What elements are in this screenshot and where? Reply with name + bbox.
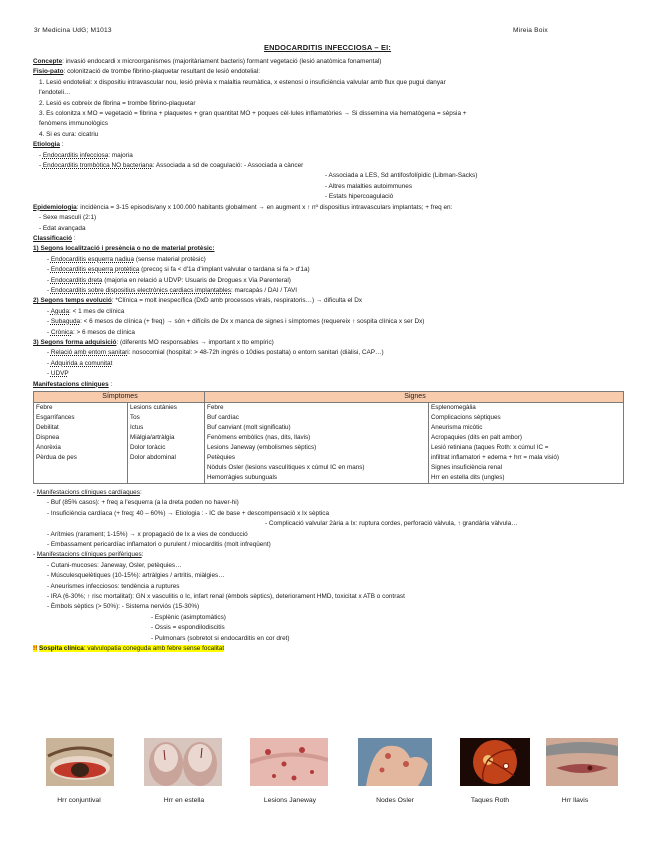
photo-caption: Taques Roth	[470, 797, 510, 804]
clinical-photos	[40, 738, 620, 788]
class-group-3-title: 3) Segons forma adquisició	[33, 338, 117, 346]
class-item-label: Crònica	[50, 328, 73, 336]
sospita-text: : valvulopatia coneguda amb febre sense focalitat	[83, 645, 225, 653]
concepte-text: : invasió endocardi x microorganismes (majoritàriament bacteris) formant vegetació (lesió anatòmica fonamental)	[62, 58, 382, 65]
class-item-text: : < 6 mesos de clínica (+ freq) → són + difícils de Dx x manca de signes i símptomes (requereix ↑ sospita clínica x ser Dx)	[80, 318, 425, 326]
class-item: - Endocarditis sobre dispositius electrònics cardiacs implantables: marcapàs / DAI / TAVI	[47, 286, 298, 294]
class-item-label: Adquirida a comunitat	[50, 359, 113, 367]
table-cell: Hrr en estella dits (ungles)	[429, 473, 624, 484]
table-cell: infiltrat inflamatori + edema + hrr = mala visió)	[429, 453, 624, 463]
classificacio-heading: Classificació :	[33, 234, 76, 242]
table-cell: Miàlgia/artràlgia	[128, 433, 205, 443]
table-cell: Lesions cutànies	[128, 403, 205, 414]
epidemiologia-item: - Edat avançada	[39, 224, 86, 232]
page-title: ENDOCARDITIS INFECCIOSA – EI:	[263, 43, 392, 52]
table-cell: Buf canviant (molt significatiu)	[205, 423, 429, 433]
embols-item: - Ossis = espondilodiscitis	[151, 624, 225, 632]
table-cell: Febre	[205, 403, 429, 414]
class-item-text: (sense material protèsic)	[134, 255, 206, 263]
table-cell: Esgarrifances	[34, 413, 128, 423]
class-group-1-title: 1) Segons localització i presència o no de material protèsic:	[33, 245, 215, 253]
table-cell: Complicacions sèptiques	[429, 413, 624, 423]
table-row	[34, 443, 624, 453]
manifestacions-label: Manifestacions clíniques	[33, 380, 109, 388]
class-item-label: Endocarditis dreta	[50, 276, 103, 284]
table-cell: Ictus	[128, 423, 205, 433]
photo-caption: Hrr en estella	[163, 797, 205, 804]
class-item-label: Endocarditis sobre dispositius electrònics cardiacs implantables	[50, 286, 231, 294]
cardiaques-item: - Insuficiència cardíaca (+ freq; 40 – 60%) → Etiologia : - IC de base + descompensació x Ix sèptica	[47, 509, 330, 517]
table-header-row	[34, 392, 624, 403]
class-item-text: (precoç si fa < d'1a d'implant valvular o tardana si fa > d'1a)	[139, 266, 310, 274]
fisiopato-line	[33, 67, 625, 77]
photo-lip-hemorrhage	[546, 738, 618, 786]
concepte-line	[33, 57, 625, 67]
table-cell: Buf cardíac	[205, 413, 429, 423]
class-item-label: Subaguda	[50, 318, 81, 326]
class-item: - UDVP	[47, 370, 69, 378]
epidemiologia-label: Epidemiologia	[33, 203, 77, 211]
periferiques-item: - Músculesquelètiques (10-15%): artràlgies / artritis, miàlgies…	[47, 572, 225, 580]
photo-osler-nodes	[358, 738, 432, 786]
sospita-label: Sospita clínica	[39, 645, 84, 653]
table-cell	[128, 473, 205, 484]
table-cell: Dolor toràcic	[128, 443, 205, 453]
header-left: 3r Medicina UdG; M1013	[34, 27, 112, 34]
table-cell: Debilitat	[34, 423, 128, 433]
etiologia-item-text: : Associada a sd de coagulació: - Associada a càncer	[152, 162, 304, 170]
class-item: - Adquirida a comunitat	[47, 359, 113, 367]
periferiques-item: - Cutani-mucoses: Janeway, Osler, petèquies…	[47, 561, 182, 569]
etiologia-item-label: Endocarditis trombòtica NO bacteriana	[42, 162, 153, 170]
cardiaques-item: - Buf (85% casos): + freq a l'esquerra (a la dreta poden no haver-hi)	[47, 499, 239, 507]
class-item-label: UDVP	[50, 370, 69, 378]
class-item: - Relació amb entorn sanitari: nosocomial (hospital: > 48-72h ingrés o 10dies postalta) o entorn sanitari (diàlisi, CAP…)	[47, 349, 384, 357]
class-item-label: Relació amb entorn sanitari	[50, 349, 129, 357]
table-cell: Fenòmens embòlics (nas, dits, llavis)	[205, 433, 429, 443]
table-cell	[128, 463, 205, 473]
symptoms-signs-table	[33, 391, 624, 484]
table-header-symptoms: Símptomes	[34, 392, 205, 403]
etiologia-item: - Endocarditis trombòtica NO bacteriana: Associada a sd de coagulació: - Associada a càncer	[39, 162, 304, 170]
table-row	[34, 433, 624, 443]
concepte-label: Concepte	[33, 58, 63, 65]
cardiaques-item: - Complicació valvular 2ària a Ix: ruptura cordes, perforació vàlvula, ↑ grandària vàlvula…	[265, 520, 518, 528]
fisiopato-item: 3. Es colonitza x MO = vegetació = fibrina + plaquetes + gran quantitat MO + poques cèl·lules inflamatòries → Si dissemina via hematògena = sèpsia +	[39, 110, 467, 118]
class-item: - Crònica: > 6 mesos de clínica	[47, 328, 135, 336]
etiologia-item: - Endocarditis infecciosa: majoria	[39, 151, 133, 159]
class-item: - Subaguda: < 6 mesos de clínica (+ freq) → són + difícils de Dx x manca de signes i símptomes (requereix ↑ sospita clínica x ser Dx)	[47, 318, 425, 326]
table-cell: Hemorràgies subunguals	[205, 473, 429, 484]
sospita-line	[33, 644, 625, 654]
class-item-label: Endocarditis esquerra protètica	[50, 266, 140, 274]
document-body	[33, 57, 625, 655]
table-cell: Nòduls Osler (lesions vasculítiques x cúmul IC en mans)	[205, 463, 429, 473]
class-item-label: Endocarditis esquerra nadiua	[50, 255, 135, 263]
fisiopato-text: : colonització de trombe fibrino-plaquetar resultant de lesió endotelial:	[63, 68, 260, 76]
table-cell: Anorèxia	[34, 443, 128, 453]
class-group-3	[33, 338, 625, 348]
table-cell: Acropaquies (dits en palt ambor)	[429, 433, 624, 443]
periferiques-item: - IRA (6-30%; ↑ risc mortalitat): GN x vasculitis o Ic, infart renal (èmbols sèptics), deteriorament HMD, toxicitat x ATB o contrast	[47, 593, 405, 601]
photo-roth-spots	[460, 738, 530, 786]
table-cell: Esplenomegàlia	[429, 403, 624, 414]
class-item: - Endocarditis dreta (majoria en relació a UDVP: Usuaris de Drogues x Via Parenteral)	[47, 276, 291, 284]
class-group-2	[33, 296, 625, 306]
class-item: - Endocarditis esquerra nadiua (sense material protèsic)	[47, 255, 206, 263]
fisiopato-item: 2. Lesió es cobreix de fibrina = trombe fibrino-plaquetar	[39, 99, 196, 107]
classificacio-label: Classificació	[33, 234, 73, 242]
table-cell: Aneurisma micòtic	[429, 423, 624, 433]
epidemiologia-item: - Sexe masculí (2:1)	[39, 214, 97, 222]
etiologia-sub: - Estats hipercoagulació	[325, 193, 394, 201]
photo-janeway-lesions	[250, 738, 328, 786]
table-row	[34, 423, 624, 433]
table-cell: Signes insuficiència renal	[429, 463, 624, 473]
photo-caption: Lesions Janeway	[263, 797, 317, 804]
table-cell: Dolor abdominal	[128, 453, 205, 463]
periferiques-heading: - Manifestacions clíniques perifèriques:	[33, 551, 144, 559]
table-row	[34, 453, 624, 463]
table-row	[34, 413, 624, 423]
table-cell: Febre	[34, 403, 128, 414]
class-item-text: (majoria en relació a UDVP: Usuaris de Drogues x Via Parenteral)	[102, 276, 291, 284]
class-group-2-title: 2) Segons temps evolució	[33, 297, 112, 305]
alert-icon: !!	[33, 645, 38, 653]
periferiques-label: Manifestacions clíniques perifèriques	[36, 551, 142, 559]
etiologia-item-label: Endocarditis infecciosa	[42, 151, 109, 159]
class-item-text: : marcapàs / DAI / TAVI	[231, 286, 298, 294]
epidemiologia-text: : incidència = 3-15 episodis/any x 100.000 habitants globalment → en augment x ↑ nº dispositius intravasculars implantats; + freq en:	[76, 203, 453, 211]
class-group-3-text: : (diferents MO responsables → important x tto empíric)	[116, 338, 274, 346]
table-cell: Lesions Janeway (embolismes sèptics)	[205, 443, 429, 453]
etiologia-sub: - Associada a LES, Sd antifosfolípidic (Libman-Sacks)	[325, 172, 478, 180]
manifestacions-heading: Manifestacions clíniques :	[33, 380, 113, 388]
photo-splinter-hemorrhage	[144, 738, 222, 786]
etiologia-heading: Etiologia :	[33, 141, 64, 149]
photo-caption: Hrr conjuntival	[57, 797, 101, 804]
photo-caption: Nodes Osler	[376, 797, 414, 804]
table-row	[34, 473, 624, 484]
class-item-text: : < 1 mes de clínica	[69, 307, 125, 315]
etiologia-item-text: : majoria	[108, 151, 133, 159]
fisiopato-item: 4. Si es cura: cicatriu	[39, 130, 99, 138]
epidemiologia-line	[33, 203, 625, 213]
embols-item: - Pulmonars (sobretot si endocarditis en cor dret)	[151, 634, 290, 642]
etiologia-label: Etiologia	[33, 141, 60, 149]
table-cell	[34, 463, 128, 473]
fisiopato-label: Fisio-pato	[33, 68, 64, 76]
table-cell: Petèquies	[205, 453, 429, 463]
class-item-label: Aguda	[50, 307, 70, 315]
fisiopato-item: l'endoteli…	[39, 89, 71, 97]
periferiques-item: - Aneurismes infecciosos: tendència a ruptures	[47, 582, 180, 590]
photo-caption: Hrr llavis	[561, 797, 589, 804]
table-cell: Tos	[128, 413, 205, 423]
photo-conjunctival-hemorrhage	[46, 738, 114, 786]
class-item-text: : nosocomial (hospital: > 48-72h ingrés o 10dies postalta) o entorn sanitari (diàlisi, CAP…)	[128, 349, 384, 357]
class-item: - Aguda: < 1 mes de clínica	[47, 307, 125, 315]
periferiques-item: - Èmbols sèptics (> 50%): - Sistema nerviós (15-30%)	[47, 603, 200, 611]
table-cell: Lesió retiniana (taques Roth: x cúmul IC =	[429, 443, 624, 453]
embols-item: - Esplènic (asimptomàtics)	[151, 613, 226, 621]
fisiopato-item: 1. Lesió endotelial: x dispositiu intravascular nou, lesió prèvia x malaltia reumàtica, x estenosi o insuficiència valvular amb flux que pugui danyar	[39, 78, 446, 86]
cardiaques-item: - Embassament pericardíac inflamatori o purulent / miocarditis (molt infreqüent)	[47, 541, 271, 549]
table-cell: Pèrdua de pes	[34, 453, 128, 463]
table-row	[34, 403, 624, 414]
table-row	[34, 463, 624, 473]
class-group-2-text: : *Clínica = molt inespecífica (DxD amb processos virals, respiratoris…) → dificulta el Dx	[111, 297, 363, 305]
table-cell: Dispnea	[34, 433, 128, 443]
fisiopato-item: fenòmens immunològics	[39, 120, 108, 128]
cardiaques-heading: - Manifestacions clíniques cardíaques:	[33, 489, 142, 496]
table-header-signs: Signes	[205, 392, 624, 403]
etiologia-sub: - Altres malalties autoimmunes	[325, 182, 413, 190]
class-item: - Endocarditis esquerra protètica (precoç si fa < d'1a d'implant valvular o tardana si fa > d'1a)	[47, 266, 310, 274]
header-right: Mireia Boix	[513, 27, 548, 34]
cardiaques-label: Manifestacions clíniques cardíaques	[36, 489, 140, 496]
cardiaques-item: - Arítmies (rarament; 1-15%) → x propagació de Ix a vies de conducció	[47, 530, 248, 538]
table-cell	[34, 473, 128, 484]
class-item-text: : > 6 mesos de clínica	[72, 328, 135, 336]
